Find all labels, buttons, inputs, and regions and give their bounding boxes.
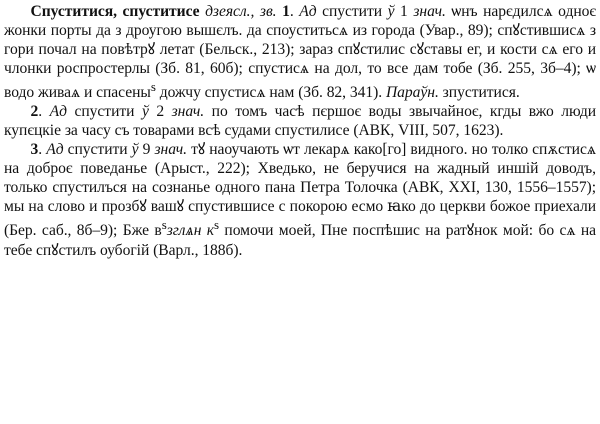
cross-ref-word: спустити: [316, 3, 388, 20]
sense-separator: .: [38, 141, 47, 159]
compare-word: зпуститися.: [438, 84, 520, 102]
cross-ref-u: ў: [141, 103, 149, 121]
cross-ref-ad: Ад: [299, 3, 317, 20]
sense-number-3: 3: [30, 141, 39, 159]
citations-1b: дожчу спустисѧ нам (Зб. 82, 341).: [155, 84, 386, 102]
sense-number-2: 2: [30, 103, 39, 121]
superscript-mark: ѕ: [150, 79, 156, 95]
citations-3c: помочи моей, Пне поспѣшис на ратꙋнок мой: бо сѧ на тебе спꙋстилъ оубогій (Варл., 188б).: [4, 222, 596, 259]
citations-3b: зглѧн к: [166, 222, 215, 240]
cross-ref-ad: Ад: [46, 141, 64, 159]
cross-ref-word: спустити: [66, 103, 142, 121]
cross-ref-number: 2: [148, 103, 172, 121]
sense-separator: .: [289, 3, 300, 20]
cross-ref-znach: знач.: [171, 103, 205, 121]
cross-ref-u: ў: [387, 3, 395, 20]
grammar-label: дзеясл., зв.: [199, 3, 283, 20]
compare-label: Параўн.: [385, 84, 439, 102]
cross-ref-ad: Ад: [49, 103, 67, 121]
cross-ref-u: ў: [131, 141, 139, 159]
superscript-mark: s: [161, 217, 167, 233]
entry-paragraph-3: [4, 141, 596, 260]
entry-paragraph-2: [4, 103, 596, 141]
headword: Спуститися, спуститисе: [30, 3, 200, 20]
dictionary-entry: [4, 3, 596, 421]
sense-separator: .: [38, 103, 50, 121]
cross-ref-number: 9: [138, 141, 155, 159]
entry-paragraph-1: [4, 3, 596, 103]
sense-number-1: 1: [282, 3, 290, 20]
cross-ref-znach: знач.: [413, 3, 446, 20]
citations-1a: ѡнъ нарєдилсѧ одноє жонки порты да з дроугою вышєлъ. да споуститьсѧ из города (Увар., 89); спꙋстившисѧ з гори почал на повѣтрꙋ летат (Бельск., 213); зараз спꙋстилис сꙋставы ег, и кости сѧ его и члонки роспростерлы (Зб. 81, 60б); спустисѧ на дол, то все дам тобе (Зб. 255, 3б–4); ѡ водо живаѧ и спасены: [4, 3, 596, 102]
citations-3a: тꙋ наоучають ѡт лекарѧ како[го] видного. но толко спѫстисѧ на доброє поведанье (Арыст., 222); Хведько, не беручися на жадный иншій доводъ, только спустилъся на сознанье одного пана Петра Толочка (АВК, XXI, 130, 1556–1557); мы на слово и прозбꙋ вашꙋ спустившисе с покорою есмо ꙗко до церкви божое приехали (Бер. саб., 8б–9); Бже в: [4, 141, 596, 240]
cross-ref-word: спустити: [63, 141, 132, 159]
citations-2: по томъ часѣ пєршоє воды звычайноє, кгды вжо люди купєцкіе за часу съ товарами всѣ судами спустилисе (АВК, VIII, 507, 1623).: [4, 103, 596, 140]
superscript-mark: s: [214, 217, 220, 233]
cross-ref-number: 1: [394, 3, 414, 20]
cross-ref-znach: знач.: [154, 141, 187, 159]
